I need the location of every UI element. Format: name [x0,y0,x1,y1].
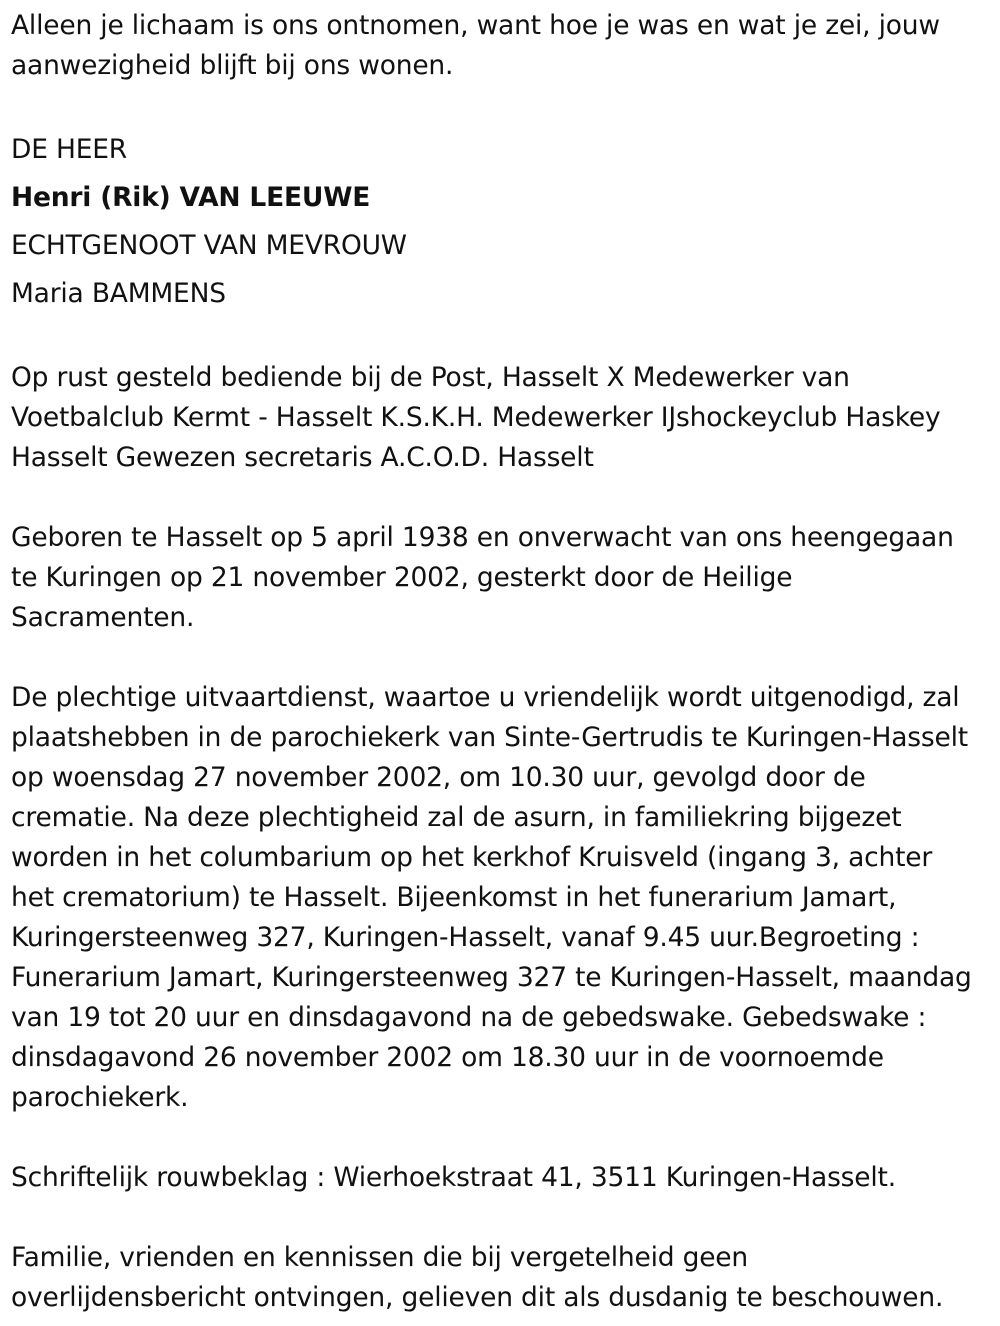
paragraph-spacer [11,1198,993,1238]
quote-paragraph [11,6,993,86]
text-line: Kuringersteenweg 327, Kuringen-Hasselt, vanaf 9.45 uur.Begroeting : [11,922,920,953]
text-line: Voetbalclub Kermt - Hasselt K.S.K.H. Medewerker IJshockeyclub Haskey [11,402,941,433]
text-line: Schriftelijk rouwbeklag : Wierhoekstraat 41, 3511 Kuringen-Hasselt. [11,1162,896,1193]
text-line: Familie, vrienden en kennissen die bij vergetelheid geen [11,1242,749,1273]
text-line: van 19 tot 20 uur en dinsdagavond na de gebedswake. Gebedswake : [11,1002,927,1033]
funeral-paragraph [11,678,993,1118]
death-notice [11,6,993,1318]
closing-paragraph [11,1238,993,1318]
paragraph-spacer [11,1118,993,1158]
name-block [11,126,993,318]
text-line: dinsdagavond 26 november 2002 om 18.30 uur in de voornoemde [11,1042,884,1073]
spouse-title: ECHTGENOOT VAN MEVROUW [11,230,407,261]
birth-death-paragraph [11,518,993,638]
text-line: Funerarium Jamart, Kuringersteenweg 327 te Kuringen-Hasselt, maandag [11,962,972,993]
paragraph-spacer [11,86,993,126]
career-paragraph [11,358,993,478]
title-prefix: DE HEER [11,134,127,165]
paragraph-spacer [11,478,993,518]
text-line: De plechtige uitvaartdienst, waartoe u vriendelijk wordt uitgenodigd, zal [11,682,960,713]
text-line: overlijdensbericht ontvingen, gelieven dit als dusdanig te beschouwen. [11,1282,944,1313]
text-line: Alleen je lichaam is ons ontnomen, want hoe je was en wat je zei, jouw [11,10,940,41]
deceased-name: Henri (Rik) VAN LEEUWE [11,182,371,213]
text-line: op woensdag 27 november 2002, om 10.30 uur, gevolgd door de [11,762,866,793]
text-line: te Kuringen op 21 november 2002, gesterkt door de Heilige [11,562,793,593]
text-line: het crematorium) te Hasselt. Bijeenkomst in het funerarium Jamart, [11,882,897,913]
paragraph-spacer [11,318,993,358]
paragraph-spacer [11,638,993,678]
text-line: Hasselt Gewezen secretaris A.C.O.D. Hasselt [11,442,594,473]
condolence-paragraph [11,1158,993,1198]
text-line: Sacramenten. [11,602,195,633]
text-line: worden in het columbarium op het kerkhof Kruisveld (ingang 3, achter [11,842,933,873]
text-line: plaatshebben in de parochiekerk van Sinte-Gertrudis te Kuringen-Hasselt [11,722,968,753]
text-line: Op rust gesteld bediende bij de Post, Hasselt X Medewerker van [11,362,850,393]
text-line: parochiekerk. [11,1082,189,1113]
text-line: crematie. Na deze plechtigheid zal de asurn, in familiekring bijgezet [11,802,902,833]
spouse-name: Maria BAMMENS [11,278,226,309]
text-line: Geboren te Hasselt op 5 april 1938 en onverwacht van ons heengegaan [11,522,954,553]
text-line: aanwezigheid blijft bij ons wonen. [11,50,454,81]
